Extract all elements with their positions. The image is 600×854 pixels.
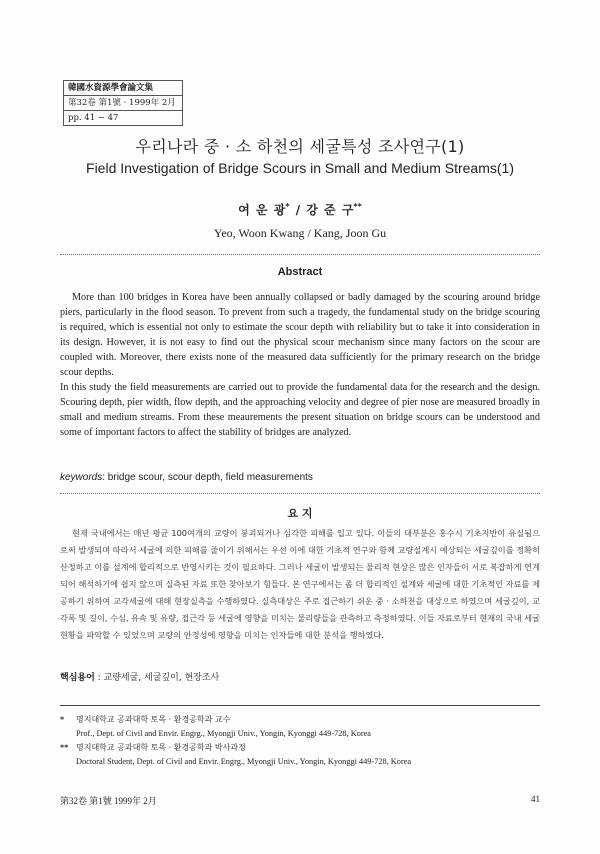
korean-authors — [0, 201, 600, 218]
author-2-mark: ** — [353, 202, 362, 211]
journal-pages: pp. 41 ~ 47 — [68, 113, 119, 123]
page-number: 41 — [531, 794, 540, 804]
footnote-1-english: Prof., Dept. of Civil and Envir. Engrg., Myongji Univ., Yongin, Kyonggi 449-728, Korea — [76, 729, 371, 738]
summary-body — [60, 525, 540, 644]
footnote-2-mark: ** — [60, 743, 69, 752]
footnote-2 — [60, 741, 540, 755]
journal-name: 韓國水資源學會論文集 — [64, 81, 182, 96]
abstract-paragraph-1: More than 100 bridges in Korea have been annually collapsed or badly damaged by the scouring around bridge piers, particularly in the flood season. To prevent from such a tragedy, the fundamental study on the bridge scouring is required, which is essential not only to estimate the scour depth with reliability but to take it into consideration in its design. However, it is not easy to find out the physical scour mechanism since many factors on the scour are coupled with. Moreover, there exists none of the measured data sufficiently for the primary research on the bridge scour depths. — [60, 292, 540, 378]
author-1-ko: 여 운 광 — [238, 203, 286, 217]
journal-info-box — [63, 80, 183, 126]
korean-keywords-line — [60, 670, 540, 683]
footer-volume-info: 第32卷 第1號 1999年 2月 — [60, 796, 157, 806]
author-separator: / — [289, 203, 307, 217]
journal-volume-issue: 第32卷 第1號 · 1999年 2月 — [64, 96, 182, 111]
author-2-ko: 강 준 구 — [306, 203, 354, 217]
english-title: Field Investigation of Bridge Scours in Small and Medium Streams(1) — [86, 160, 514, 176]
keywords-values: : bridge scour, scour depth, field measurements — [102, 472, 313, 483]
summary-paragraph: 현재 국내에서는 매년 평균 100여개의 교량이 붕괴되거나 심각한 피해를 입고 있다. 이들의 대부분은 홍수시 기초지반이 유실됨으로써 발생되며 따라서 세굴에 의한 피해를 줄이기 위해서는 우선 이에 대한 기초적 연구와 함께 교량설계시 예상되는 세굴깊이를 정확히 산정하고 이를 설계에 합리적으로 반영시키는 것이 필요하다. 그러나 세굴이 발생되는 물리적 현상은 많은 인자들이 서로 복잡하게 연계되어 해석하기에 쉽지 않으며 실측된 자료 또한 찾아보기 힘들다. 본 연구에서는 좀 더 합리적인 설계와 세굴에 대한 기초적인 자료를 제공하기 위하여 교각세굴에 대해 현장실측을 수행하였다. 실측대상은 주로 접근하기 쉬운 중 · 소하천을 대상으로 하였으며 세굴깊이, 교각폭 및 길이, 수심, 유속 및 유량, 접근각 등 세굴에 영향을 미치는 물리량들을 관측하고 측정하였다. 이들 자료로부터 현재의 국내 세굴현황을 파악할 수 있었으며 교량의 안정성에 영향을 미치는 인자들에 대한 분석을 행하였다. — [60, 528, 540, 640]
footnote-2-korean: 명지대학교 공과대학 토목 · 환경공학과 박사과정 — [76, 743, 246, 752]
footnote-rule — [60, 705, 540, 706]
divider-top — [60, 254, 540, 255]
abstract-body — [60, 290, 540, 440]
abstract-heading: Abstract — [277, 266, 323, 278]
footnote-1 — [60, 713, 540, 727]
korean-keywords-label: 핵심용어 — [60, 673, 95, 683]
page-footer — [60, 794, 540, 808]
keywords-line — [60, 472, 540, 483]
footnote-2-english: Doctoral Student, Dept. of Civil and Envir. Engrg., Myongji Univ., Yongin, Kyonggi 449-728, Korea — [76, 757, 412, 766]
keywords-label: keywords — [60, 472, 103, 483]
divider-middle — [60, 493, 540, 494]
author-1-mark: * — [285, 202, 290, 211]
summary-heading: 요 지 — [287, 507, 313, 520]
korean-keywords-values: : 교량세굴, 세굴깊이, 현장조사 — [94, 673, 220, 683]
footnote-1-mark: * — [60, 715, 65, 724]
footnotes — [60, 713, 540, 769]
abstract-paragraph-2: In this study the field measurements are carried out to provide the fundamental data for the research and the design. Scouring depth, pier width, flow depth, and the approaching velocity and degree of pier nose are measured broadly in small and medium streams. From these meaurements the present situation on bridge scours can be understood and some of important factors to affect the stability of bridges are analyzed. — [60, 382, 540, 438]
english-authors: Yeo, Woon Kwang / Kang, Joon Gu — [213, 226, 387, 240]
footnote-1-korean: 명지대학교 공과대학 토목 · 환경공학과 교수 — [76, 715, 231, 724]
korean-title: 우리나라 중 · 소 하천의 세굴특성 조사연구(1) — [135, 137, 465, 156]
